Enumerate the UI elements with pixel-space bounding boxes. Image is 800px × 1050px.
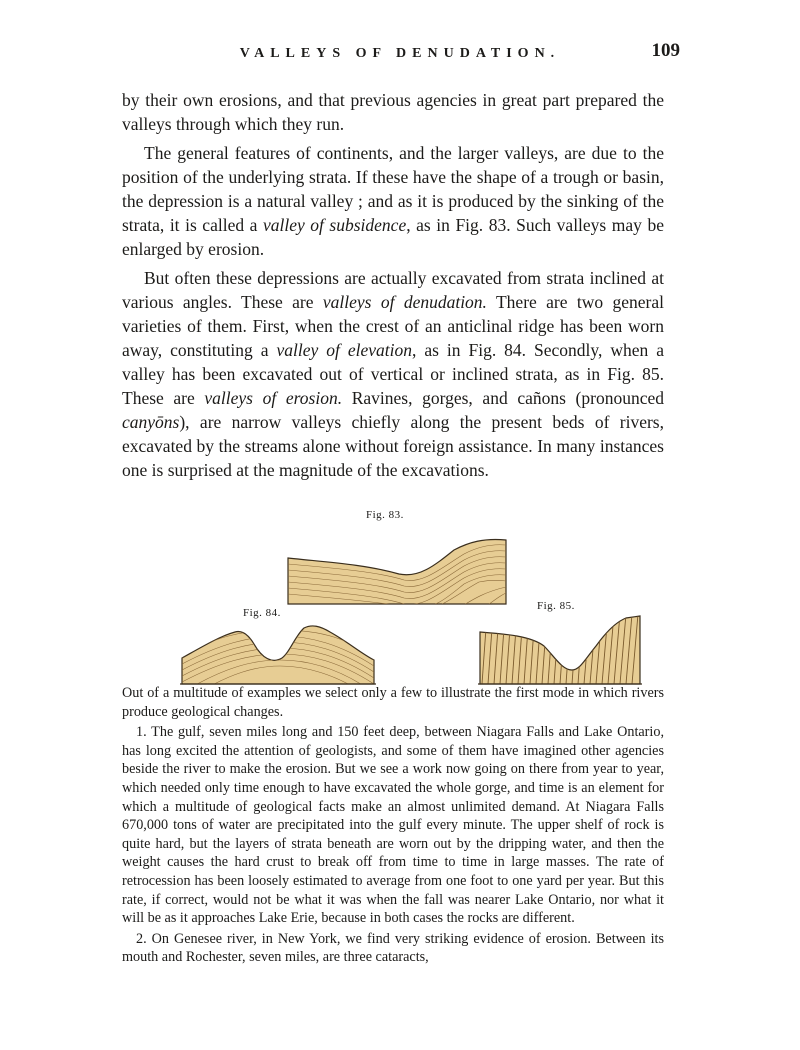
paragraph-2: The general features of continents, and the larger valleys, are due to the position of the underlying strata. If these have the shape of a trough or basin, the depression is a natural valley ; and as it is produced by the sinking of the strata, it is called a valley of subsidence, as in Fig. 83. Such valleys may be enlarged by erosion.: [122, 143, 664, 259]
term-canyons: canyōns: [122, 412, 180, 432]
fig-84-illustration: [180, 622, 380, 686]
small-print-item-1: 1. The gulf, seven miles long and 150 feet deep, between Niagara Falls and Lake Ontario, has long excited the attention of geologists, and some of them have imagined other agencies beside the river to make the erosion. But we see a work now going on there from year to year, which needed only time enough to have excavated the whole gorge, and time is an element for which a multitude of geological facts make an almost unlimited demand. At Niagara Falls 670,000 tons of water are precipitated into the gulf every minute. The upper shelf of rock is quite hard, but the layers of strata beneath are worn out by the dripping water, and then the weight causes the hard crust to break off from time to time in large masses. The rate of retrocession has been loosely estimated to average from one foot to one yard per year. But this rate, if correct, would not be what it was when the fall was nearer Lake Ontario, nor what it will be as it approaches Lake Erie, because in both cases the rocks are different.: [122, 724, 664, 927]
fig-83-label: Fig. 83.: [366, 509, 404, 521]
fig-85-label: Fig. 85.: [537, 600, 575, 612]
term-valley-of-elevation: valley of elevation: [276, 340, 412, 360]
main-text: [122, 88, 664, 482]
small-print-intro: Out of a multitude of examples we select only a few to illustrate the first mode in which rivers produce geological changes.: [122, 685, 664, 720]
paragraph-3: But often these depressions are actually excavated from strata inclined at various angles. These are valleys of denudation. There are two general varieties of them. First, when the crest of an anticlinal ridge has been worn away, constituting a valley of elevation, as in Fig. 84. Secondly, when a valley has been excavated out of vertical or inclined strata, as in Fig. 85. These are valleys of erosion. Ravines, gorges, and cañons (pronounced canyōns), are narrow valleys chiefly along the present beds of rivers, excavated by the streams alone without foreign assistance. In many instances one is surprised at the magnitude of the excavations.: [122, 268, 665, 480]
fig-83-illustration: [284, 536, 524, 608]
term-valleys-of-erosion: valleys of erosion.: [204, 388, 343, 408]
paragraph-1: by their own erosions, and that previous agencies in great part prepared the valleys through which they run.: [122, 90, 664, 134]
small-print-item-2: 2. On Genesee river, in New York, we find very striking evidence of erosion. Between its mouth and Rochester, seven miles, are three cataracts,: [122, 930, 664, 966]
fig-84-label: Fig. 84.: [243, 607, 281, 619]
term-valleys-of-denudation: valleys of denudation.: [322, 292, 487, 312]
term-valley-of-subsidence: valley of subsidence: [262, 215, 407, 235]
page-number: 109: [651, 40, 680, 61]
running-head: VALLEYS OF DENUDATION.: [239, 46, 561, 61]
small-print-section: [122, 684, 664, 967]
fig-85-illustration: [476, 612, 646, 690]
